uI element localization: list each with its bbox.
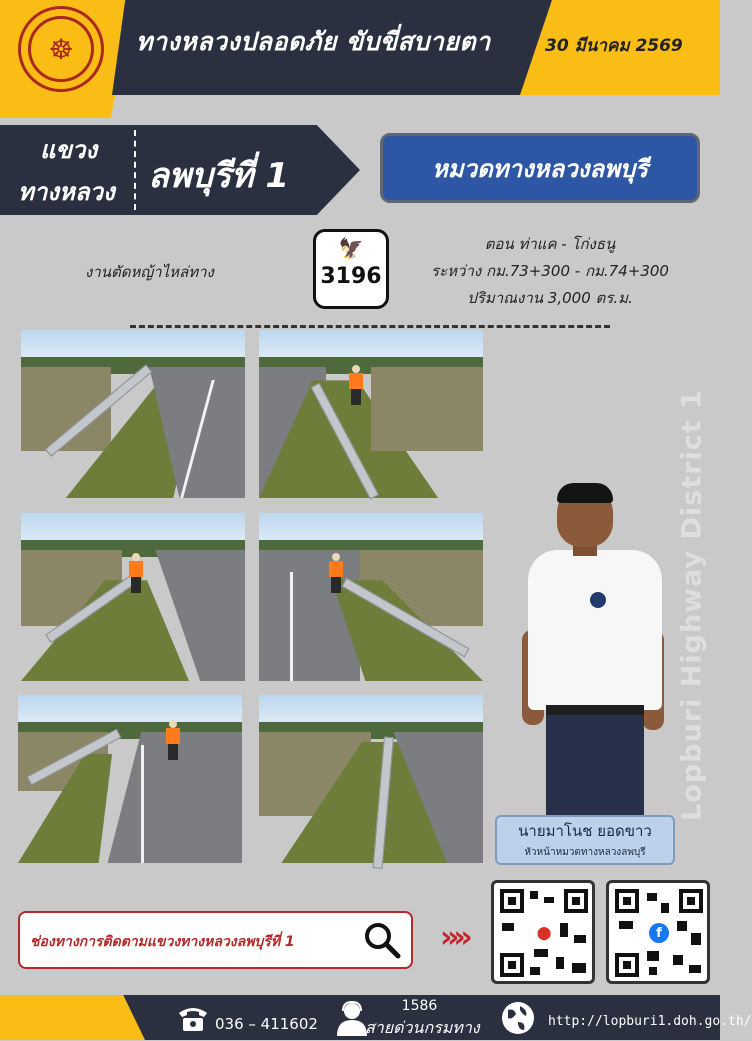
person-position: หัวหน้าหมวดทางหลวงลพบุรี (524, 847, 646, 858)
footer-hotline-label: สายด่วนกรมทาง (365, 1018, 480, 1037)
person-pants (546, 715, 644, 815)
photo-3 (21, 513, 245, 681)
work-quantity: ปริมาณงาน 3,000 ตร.ม. (467, 289, 633, 307)
department-of-highways-logo (18, 6, 104, 92)
person-hair (557, 483, 613, 503)
search-icon[interactable] (362, 920, 402, 960)
hotline-agent-icon (335, 1000, 369, 1036)
unit-name: หมวดทางหลวงลพบุรี (431, 154, 649, 183)
photo-5 (18, 695, 242, 863)
person-belt (546, 705, 644, 715)
person-shirt (528, 550, 662, 710)
work-section: ตอน ท่าแค - โก่งธนู (484, 235, 616, 253)
footer-accent (0, 995, 145, 1040)
footer-website-link[interactable]: http://lopburi1.doh.go.th/ (548, 1014, 752, 1029)
logo-ring-icon: ☸ (28, 16, 94, 82)
qr-code-facebook[interactable] (606, 880, 710, 984)
globe-icon (500, 1000, 536, 1036)
header-date: 30 มีนาคม 2569 (545, 36, 683, 56)
unit-banner (380, 133, 700, 203)
district-divider (134, 130, 136, 210)
facebook-icon: f (649, 923, 669, 943)
arrows-icon: »» (440, 920, 467, 955)
garuda-icon: 🦅 (338, 236, 364, 260)
header-title: ทางหลวงปลอดภัย ขับขี่สบายตา (136, 27, 491, 56)
district-label-line1: แขวง (40, 136, 98, 164)
photo-4 (259, 513, 483, 681)
person-name: นายมาโนช ยอดขาว (518, 822, 652, 840)
qr-code-maps[interactable] (491, 880, 595, 984)
photo-2 (259, 330, 483, 498)
watermark (662, 389, 722, 821)
dashed-separator (130, 325, 610, 328)
footer-hotline-number[interactable]: 1586 (401, 998, 438, 1014)
photo-1 (21, 330, 245, 498)
work-range: ระหว่าง กม.73+300 - กม.74+300 (431, 262, 669, 280)
shirt-logo-icon (590, 592, 606, 608)
district-label-line2: ทางหลวง (18, 178, 115, 206)
photo-6 (259, 695, 483, 863)
work-type: งานตัดหญ้าไหล่ทาง (85, 263, 214, 281)
phone-icon (176, 1003, 210, 1033)
google-maps-icon: ⬤ (534, 923, 554, 943)
footer-phone[interactable]: 036 – 411602 (215, 1015, 318, 1033)
watermark-text: Lopburi Highway District 1 (676, 389, 708, 821)
route-number: 3196 (320, 264, 382, 289)
district-name: ลพบุรีที่ 1 (148, 156, 289, 196)
follow-channels-text: ช่องทางการติดตามแขวงทางหลวงลพบุรีที่ 1 (30, 934, 295, 950)
